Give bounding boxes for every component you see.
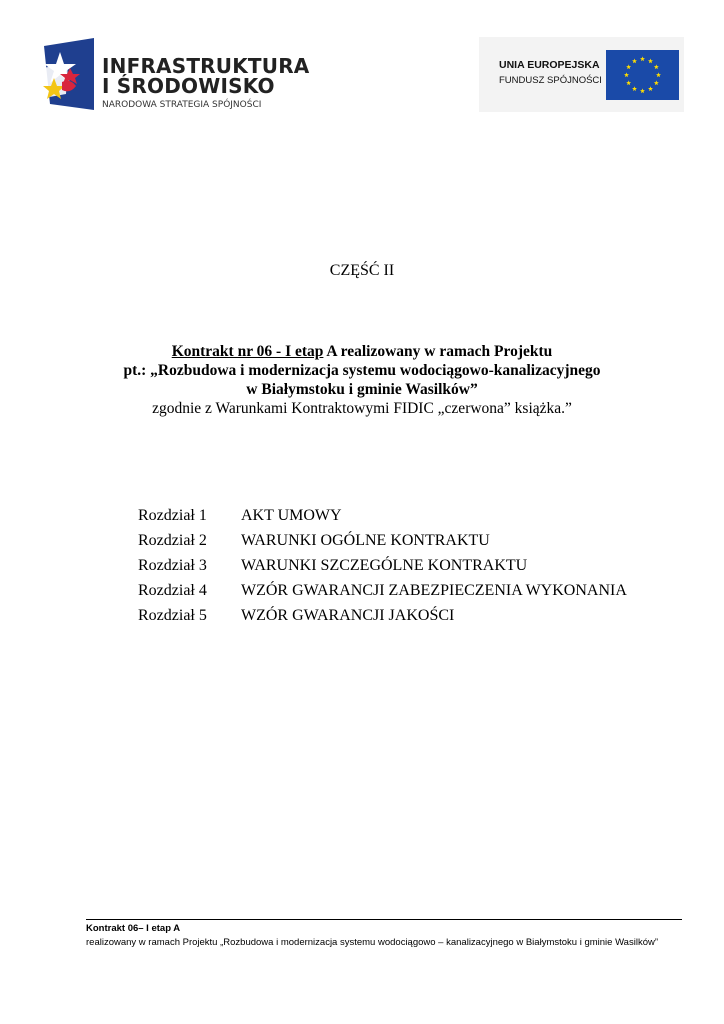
chapter-number: Rozdział 2 [138, 532, 207, 549]
eu-logo-line2: FUNDUSZ SPÓJNOŚCI [499, 75, 602, 86]
chapter-name: WARUNKI SZCZEGÓLNE KONTRAKTU [241, 557, 528, 574]
eu-flag-icon [606, 50, 679, 100]
contract-heading [0, 342, 724, 418]
chapter-item [138, 556, 627, 581]
footer-divider [86, 919, 682, 920]
footer-project: realizowany w ramach Projektu „Rozbudowa i modernizacja systemu wodociągowo – kanalizacyjnego w Białymstoku i gminie Wasilków” [86, 937, 658, 948]
footer-contract: Kontrakt 06– I etap A [86, 923, 181, 934]
chapter-name: WZÓR GWARANCJI JAKOŚCI [241, 607, 455, 624]
chapter-name: AKT UMOWY [241, 507, 342, 524]
part-title: CZĘŚĆ II [329, 262, 395, 279]
logo-subtitle: NARODOWA STRATEGIA SPÓJNOŚCI [102, 100, 262, 110]
contract-heading-rest: A realizowany w ramach Projektu [323, 343, 553, 360]
chapter-number: Rozdział 5 [138, 607, 207, 624]
conditions-line: zgodnie z Warunkami Kontraktowymi FIDIC „czerwona” książka.” [152, 400, 572, 417]
chapter-name: WZÓR GWARANCJI ZABEZPIECZENIA WYKONANIA [241, 582, 627, 599]
chapter-name: WARUNKI OGÓLNE KONTRAKTU [241, 532, 490, 549]
infrastruktura-logo [40, 34, 310, 116]
contract-heading-line [0, 342, 724, 361]
project-title-line1: pt.: „Rozbudowa i modernizacja systemu wodociągowo-kanalizacyjnego [123, 362, 601, 379]
chapter-item [138, 531, 627, 556]
poland-flag-star-icon [40, 38, 96, 112]
chapter-item [138, 506, 627, 531]
logo-title-line2: I ŚRODOWISKO [102, 74, 275, 98]
chapter-number: Rozdział 3 [138, 557, 207, 574]
chapter-item [138, 581, 627, 606]
chapter-number: Rozdział 4 [138, 582, 207, 599]
logo-title-line1: INFRASTRUKTURA [102, 54, 310, 78]
chapter-item [138, 606, 627, 631]
chapter-list [138, 506, 627, 631]
contract-number: Kontrakt nr 06 - I etap [171, 343, 324, 360]
eu-logo-line1: UNIA EUROPEJSKA [499, 59, 600, 71]
project-title-line2: w Białymstoku i gminie Wasilków” [246, 381, 478, 398]
chapter-number: Rozdział 1 [138, 507, 207, 524]
eu-logo [479, 37, 684, 112]
